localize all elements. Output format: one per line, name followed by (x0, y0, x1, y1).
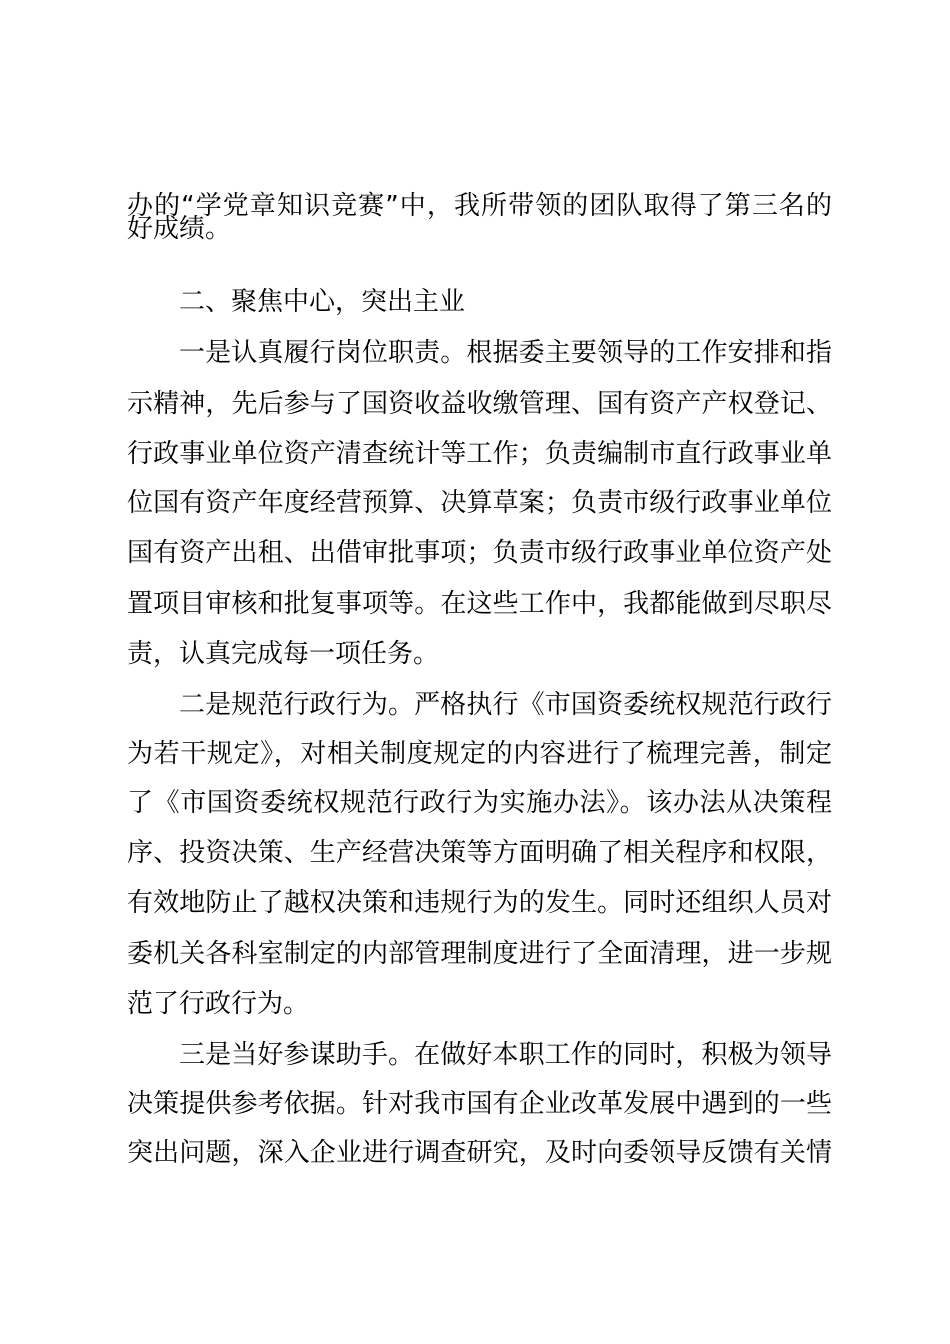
text-line: 三是当好参谋助手。在做好本职工作的同时，积极为领导 (179, 1040, 832, 1070)
text-line: 突出问题，深入企业进行调查研究，及时向委领导反馈有关情 (127, 1138, 832, 1168)
text-line: 决策提供参考依据。针对我市国有企业改革发展中遇到的一些 (127, 1089, 832, 1119)
text-line: 办的“学党章知识竞赛”中，我所带领的团队取得了第三名的 (127, 191, 832, 221)
text-line: 行政事业单位资产清查统计等工作；负责编制市直行政事业单 (127, 439, 832, 469)
text-line: 示精神，先后参与了国资收益收缴管理、国有资产产权登记、 (127, 389, 832, 419)
text-line: 二是规范行政行为。严格执行《市国资委统权规范行政行 (179, 690, 832, 720)
text-line: 位国有资产年度经营预算、决算草案；负责市级行政事业单位 (127, 488, 832, 518)
section-heading: 二、聚焦中心，突出主业 (179, 287, 466, 317)
text-line: 一是认真履行岗位职责。根据委主要领导的工作安排和指 (179, 338, 832, 368)
text-line: 有效地防止了越权决策和违规行为的发生。同时还组织人员对 (127, 888, 832, 918)
text-line: 序、投资决策、生产经营决策等方面明确了相关程序和权限， (127, 838, 832, 868)
text-line: 了《市国资委统权规范行政行为实施办法》。该办法从决策程 (127, 788, 832, 818)
text-line: 责，认真完成每一项任务。 (127, 639, 440, 669)
text-line: 委机关各科室制定的内部管理制度进行了全面清理，进一步规 (127, 939, 832, 969)
text-line: 为若干规定》，对相关制度规定的内容进行了梳理完善，制定 (127, 739, 832, 769)
text-line: 范了行政行为。 (127, 989, 310, 1019)
text-line: 好成绩。 (127, 214, 232, 244)
text-line: 国有资产出租、出借审批事项；负责市级行政事业单位资产处 (127, 538, 832, 568)
text-line: 置项目审核和批复事项等。在这些工作中，我都能做到尽职尽 (127, 589, 832, 619)
